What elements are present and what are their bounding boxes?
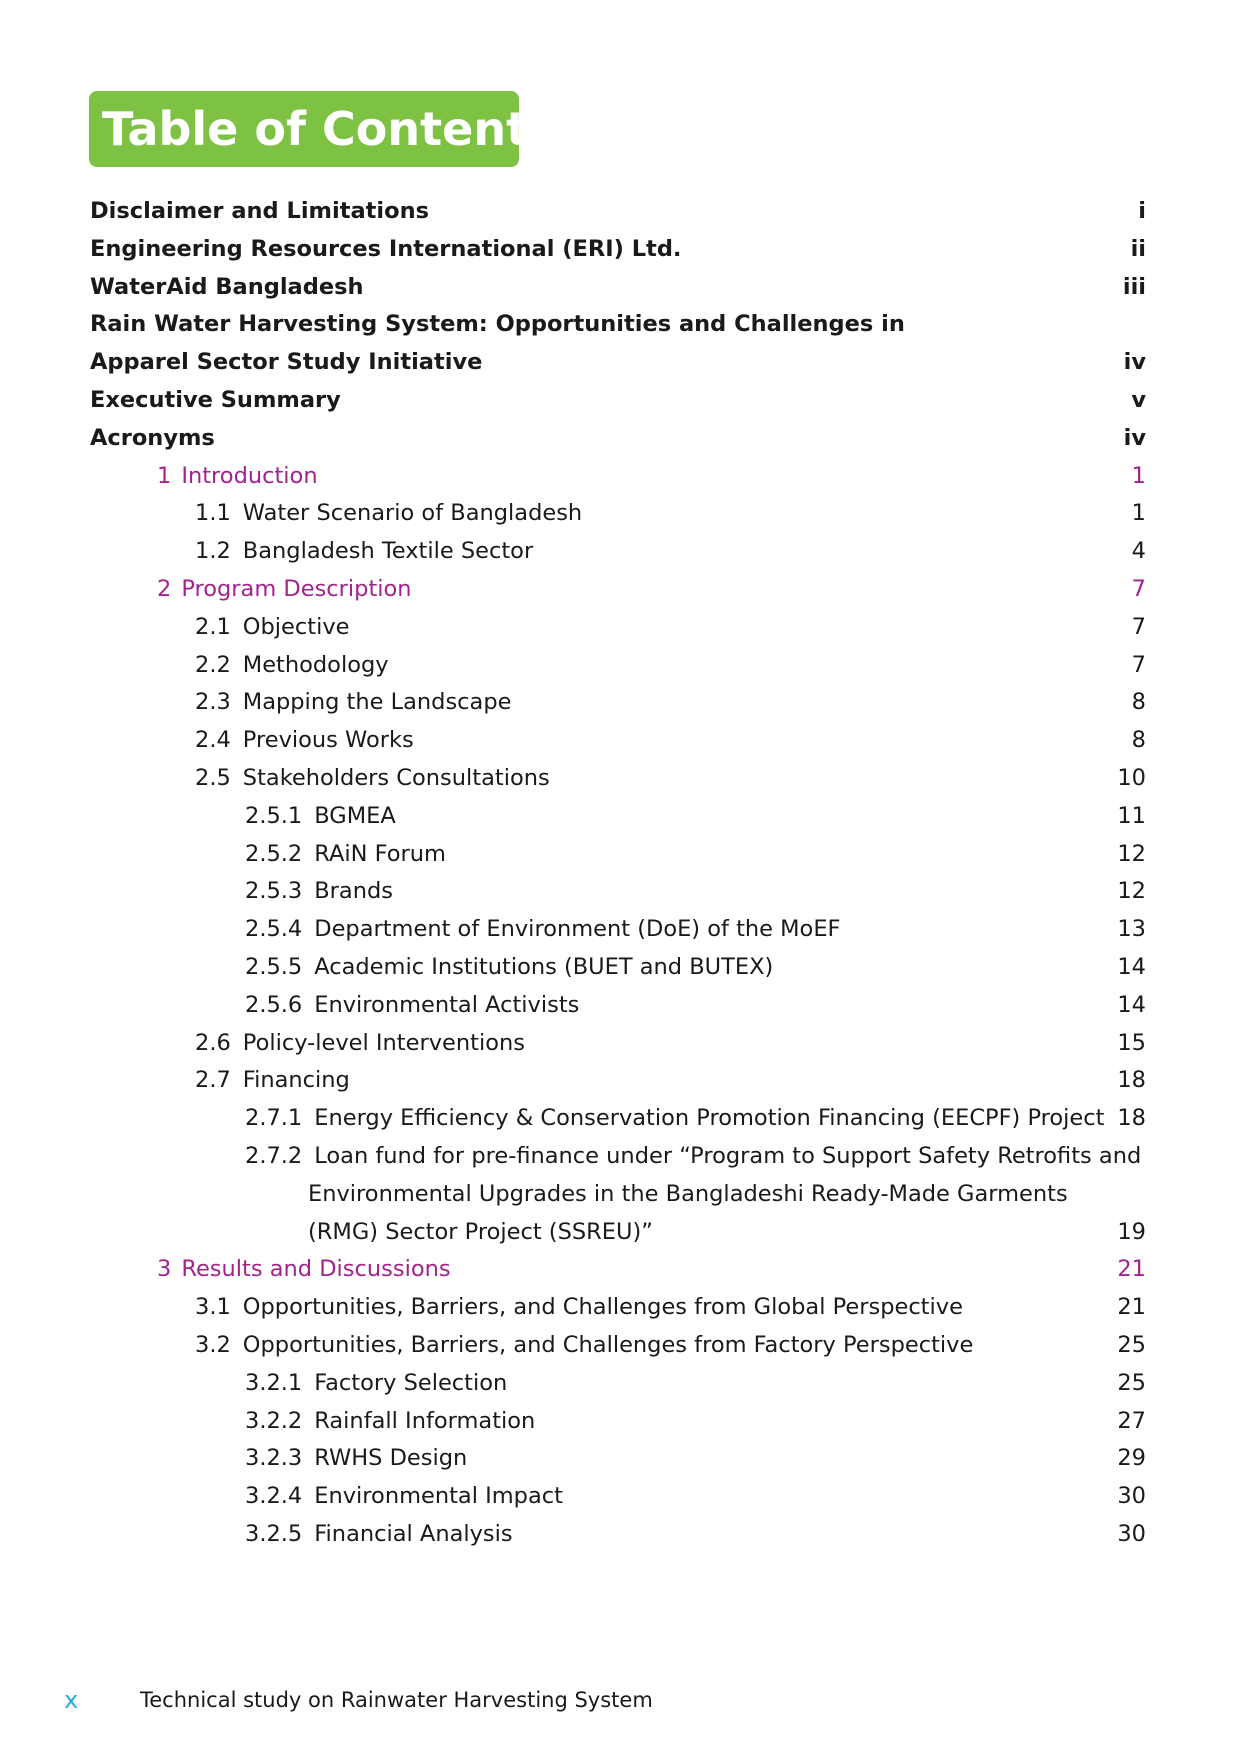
toc-entry-label: Environmental Impact <box>314 1483 563 1510</box>
toc-entry-label: BGMEA <box>314 802 396 829</box>
toc-list <box>0 193 1241 1554</box>
toc-entry-text <box>195 760 550 798</box>
toc-entry-label: Academic Institutions (BUET and BUTEX) <box>314 953 774 980</box>
toc-entry[interactable] <box>0 231 1241 269</box>
toc-entry-page: 18 <box>1117 1105 1146 1132</box>
toc-entry-number: 2.5.2 <box>245 840 303 867</box>
toc-entry[interactable] <box>0 533 1241 571</box>
toc-entry-text <box>245 1138 1141 1176</box>
toc-entry-label: Environmental Activists <box>314 991 580 1018</box>
footer-title: Technical study on Rainwater Harvesting System <box>140 1688 653 1712</box>
toc-entry[interactable] <box>0 684 1241 722</box>
toc-entry-page: 11 <box>1117 802 1146 829</box>
toc-entry[interactable] <box>0 647 1241 685</box>
toc-entry-number: 2.7.1 <box>245 1105 303 1132</box>
toc-entry-number: 1.1 <box>195 500 231 527</box>
toc-entry-label: Stakeholders Consultations <box>242 764 550 791</box>
toc-entry[interactable] <box>0 798 1241 836</box>
toc-entry-label: Mapping the Landscape <box>242 689 512 716</box>
toc-entry-label: Financial Analysis <box>314 1520 513 1547</box>
toc-entry-page: 10 <box>1117 764 1146 791</box>
toc-entry-label: Loan fund for pre-finance under “Program to Support Safety Retrofits and <box>314 1142 1142 1169</box>
toc-entry-label: Factory Selection <box>314 1369 508 1396</box>
toc-entry-page: 14 <box>1117 991 1146 1018</box>
toc-entry-label: RWHS Design <box>314 1445 468 1472</box>
toc-entry-text <box>195 1289 963 1327</box>
toc-entry-text <box>245 987 579 1025</box>
toc-entry-page: 25 <box>1117 1369 1146 1396</box>
toc-entry-text <box>245 798 396 836</box>
toc-entry-number: 2.5 <box>195 764 231 791</box>
toc-entry-text <box>245 1478 563 1516</box>
toc-entry[interactable] <box>0 609 1241 647</box>
toc-entry-label: Policy-level Interventions <box>242 1029 525 1056</box>
toc-entry-label: (RMG) Sector Project (SSREU)” <box>308 1218 653 1245</box>
toc-entry-text <box>245 1365 507 1403</box>
toc-entry-number: 3.2.2 <box>245 1407 303 1434</box>
toc-entry-text <box>245 1100 1104 1138</box>
toc-entry-text <box>195 1327 973 1365</box>
toc-entry-text <box>157 458 318 496</box>
toc-entry-page: 8 <box>1131 727 1146 754</box>
toc-entry-number: 2.5.5 <box>245 953 303 980</box>
toc-entry[interactable] <box>0 1289 1241 1327</box>
toc-entry-text <box>157 1251 451 1289</box>
toc-entry-text <box>245 1516 513 1554</box>
toc-entry-label: Department of Environment (DoE) of the MoEF <box>314 916 841 943</box>
toc-entry-label: Introduction <box>181 462 318 489</box>
toc-entry-page: 21 <box>1117 1256 1146 1283</box>
toc-entry-number: 2.1 <box>195 613 231 640</box>
toc-entry-text <box>90 231 681 269</box>
toc-entry-number: 3 <box>157 1256 172 1283</box>
toc-entry-text <box>195 495 582 533</box>
toc-entry-number: 2.2 <box>195 651 231 678</box>
toc-entry-number: 2 <box>157 575 172 602</box>
toc-entry-label: Acronyms <box>90 424 215 451</box>
toc-entry-page: 19 <box>1117 1218 1146 1245</box>
toc-entry-number: 3.2 <box>195 1331 231 1358</box>
toc-entry-label: Program Description <box>181 575 412 602</box>
toc-entry-page: 7 <box>1131 613 1146 640</box>
toc-entry-label: Disclaimer and Limitations <box>90 198 429 224</box>
toc-entry-number: 2.5.1 <box>245 802 303 829</box>
toc-entry-label: Results and Discussions <box>181 1256 451 1283</box>
toc-entry[interactable] <box>0 949 1241 987</box>
toc-entry-text <box>245 1403 535 1441</box>
toc-entry[interactable] <box>0 269 1241 307</box>
toc-entry[interactable] <box>0 1100 1241 1138</box>
toc-entry-page: 30 <box>1117 1520 1146 1547</box>
toc-entry-number: 2.7 <box>195 1067 231 1094</box>
toc-entry-label: Opportunities, Barriers, and Challenges from Global Perspective <box>242 1294 963 1321</box>
toc-entry-text <box>195 1025 525 1063</box>
toc-entry[interactable] <box>0 1516 1241 1554</box>
toc-entry-page: 27 <box>1117 1407 1146 1434</box>
toc-entry-number: 3.1 <box>195 1294 231 1321</box>
toc-entry-text <box>245 911 840 949</box>
toc-entry-label: Apparel Sector Study Initiative <box>90 349 483 376</box>
toc-entry-text <box>90 193 429 231</box>
toc-entry-page: 7 <box>1131 575 1146 602</box>
toc-entry-page: 14 <box>1117 953 1146 980</box>
toc-entry-label: Executive Summary <box>90 386 341 413</box>
toc-entry-number: 3.2.4 <box>245 1483 303 1510</box>
toc-entry-page: 4 <box>1131 538 1146 565</box>
toc-entry-text <box>157 571 412 609</box>
toc-entry-label: Water Scenario of Bangladesh <box>242 500 583 527</box>
toc-entry-text <box>195 533 533 571</box>
toc-entry-label: Previous Works <box>242 727 414 754</box>
toc-entry-label: Financing <box>242 1067 350 1094</box>
toc-entry-label: Rain Water Harvesting System: Opportunities and Challenges in <box>90 311 905 338</box>
toc-entry[interactable] <box>0 571 1241 609</box>
toc-entry-text <box>90 420 215 458</box>
toc-title: Table of Contents <box>89 91 519 167</box>
toc-entry-page: 15 <box>1117 1029 1146 1056</box>
toc-entry[interactable] <box>0 306 1241 344</box>
toc-entry-page: 1 <box>1131 462 1146 489</box>
toc-entry-number: 2.4 <box>195 727 231 754</box>
toc-entry[interactable] <box>0 382 1241 420</box>
toc-entry-page: iv <box>1123 349 1146 376</box>
toc-entry-label: Energy Efficiency & Conservation Promotion Financing (EECPF) Project <box>314 1105 1105 1132</box>
toc-entry[interactable] <box>0 1138 1241 1176</box>
toc-entry-text <box>308 1176 1068 1214</box>
toc-entry[interactable] <box>0 836 1241 874</box>
footer-page-number: x <box>64 1686 79 1714</box>
toc-entry[interactable] <box>0 1478 1241 1516</box>
toc-entry-text <box>90 382 341 420</box>
toc-entry-page: 8 <box>1131 689 1146 716</box>
toc-entry-label: Engineering Resources International (ERI) Ltd. <box>90 235 682 262</box>
toc-entry-text <box>308 1214 653 1252</box>
toc-entry[interactable] <box>0 1062 1241 1100</box>
toc-entry[interactable] <box>0 911 1241 949</box>
toc-entry-number: 3.2.5 <box>245 1520 303 1547</box>
toc-entry-number: 1 <box>157 462 172 489</box>
toc-entry-text <box>195 684 511 722</box>
toc-entry-page: 12 <box>1117 840 1146 867</box>
toc-entry-text <box>245 836 446 874</box>
toc-entry-page: ii <box>1130 235 1146 262</box>
toc-entry-number: 2.5.6 <box>245 991 303 1018</box>
toc-entry[interactable] <box>0 873 1241 911</box>
toc-entry[interactable] <box>0 1176 1241 1214</box>
toc-entry-label: RAiN Forum <box>314 840 446 867</box>
toc-entry-page: i <box>1138 198 1146 224</box>
toc-entry[interactable] <box>0 193 1241 231</box>
toc-entry-text <box>245 949 773 987</box>
toc-entry[interactable] <box>0 722 1241 760</box>
toc-entry-text <box>245 873 393 911</box>
toc-entry-text <box>195 722 414 760</box>
toc-entry[interactable] <box>0 458 1241 496</box>
toc-entry[interactable] <box>0 420 1241 458</box>
toc-entry-page: 21 <box>1117 1294 1146 1321</box>
toc-entry-label: Environmental Upgrades in the Bangladeshi Ready-Made Garments <box>308 1180 1068 1207</box>
toc-entry-number: 1.2 <box>195 538 231 565</box>
toc-entry-page: iii <box>1122 273 1146 300</box>
toc-entry-page: 13 <box>1117 916 1146 943</box>
toc-entry-number: 2.5.3 <box>245 878 303 905</box>
toc-entry-page: 29 <box>1117 1445 1146 1472</box>
toc-entry-label: WaterAid Bangladesh <box>90 273 364 300</box>
toc-entry-text <box>90 306 905 344</box>
toc-entry-label: Bangladesh Textile Sector <box>242 538 534 565</box>
toc-entry-page: 30 <box>1117 1483 1146 1510</box>
toc-entry-number: 2.7.2 <box>245 1142 303 1169</box>
toc-entry[interactable] <box>0 1403 1241 1441</box>
toc-entry[interactable] <box>0 1251 1241 1289</box>
toc-entry-text <box>195 609 350 647</box>
toc-entry[interactable] <box>0 1327 1241 1365</box>
toc-entry[interactable] <box>0 344 1241 382</box>
toc-entry-number: 2.6 <box>195 1029 231 1056</box>
toc-entry-label: Brands <box>314 878 393 905</box>
toc-entry-text <box>195 1062 350 1100</box>
toc-entry[interactable] <box>0 1025 1241 1063</box>
toc-entry-number: 2.3 <box>195 689 231 716</box>
toc-entry-label: Rainfall Information <box>314 1407 536 1434</box>
toc-entry-label: Methodology <box>242 651 389 678</box>
toc-entry-text <box>90 344 482 382</box>
toc-entry-page: v <box>1131 386 1146 413</box>
toc-entry-page: 25 <box>1117 1331 1146 1358</box>
toc-entry[interactable] <box>0 1214 1241 1252</box>
toc-entry-page: 18 <box>1117 1067 1146 1094</box>
toc-entry-text <box>90 269 364 307</box>
toc-entry-number: 2.5.4 <box>245 916 303 943</box>
toc-entry-text <box>195 647 389 685</box>
toc-entry[interactable] <box>0 987 1241 1025</box>
toc-entry-label: Objective <box>242 613 350 640</box>
toc-entry-number: 3.2.3 <box>245 1445 303 1472</box>
toc-entry[interactable] <box>0 760 1241 798</box>
toc-entry-page: iv <box>1123 424 1146 451</box>
toc-entry-number: 3.2.1 <box>245 1369 303 1396</box>
toc-entry[interactable] <box>0 1365 1241 1403</box>
toc-entry-page: 1 <box>1131 500 1146 527</box>
toc-entry[interactable] <box>0 495 1241 533</box>
toc-entry-text <box>245 1440 467 1478</box>
toc-entry-page: 12 <box>1117 878 1146 905</box>
toc-entry-label: Opportunities, Barriers, and Challenges from Factory Perspective <box>242 1331 974 1358</box>
toc-entry-page: 7 <box>1131 651 1146 678</box>
toc-entry[interactable] <box>0 1440 1241 1478</box>
